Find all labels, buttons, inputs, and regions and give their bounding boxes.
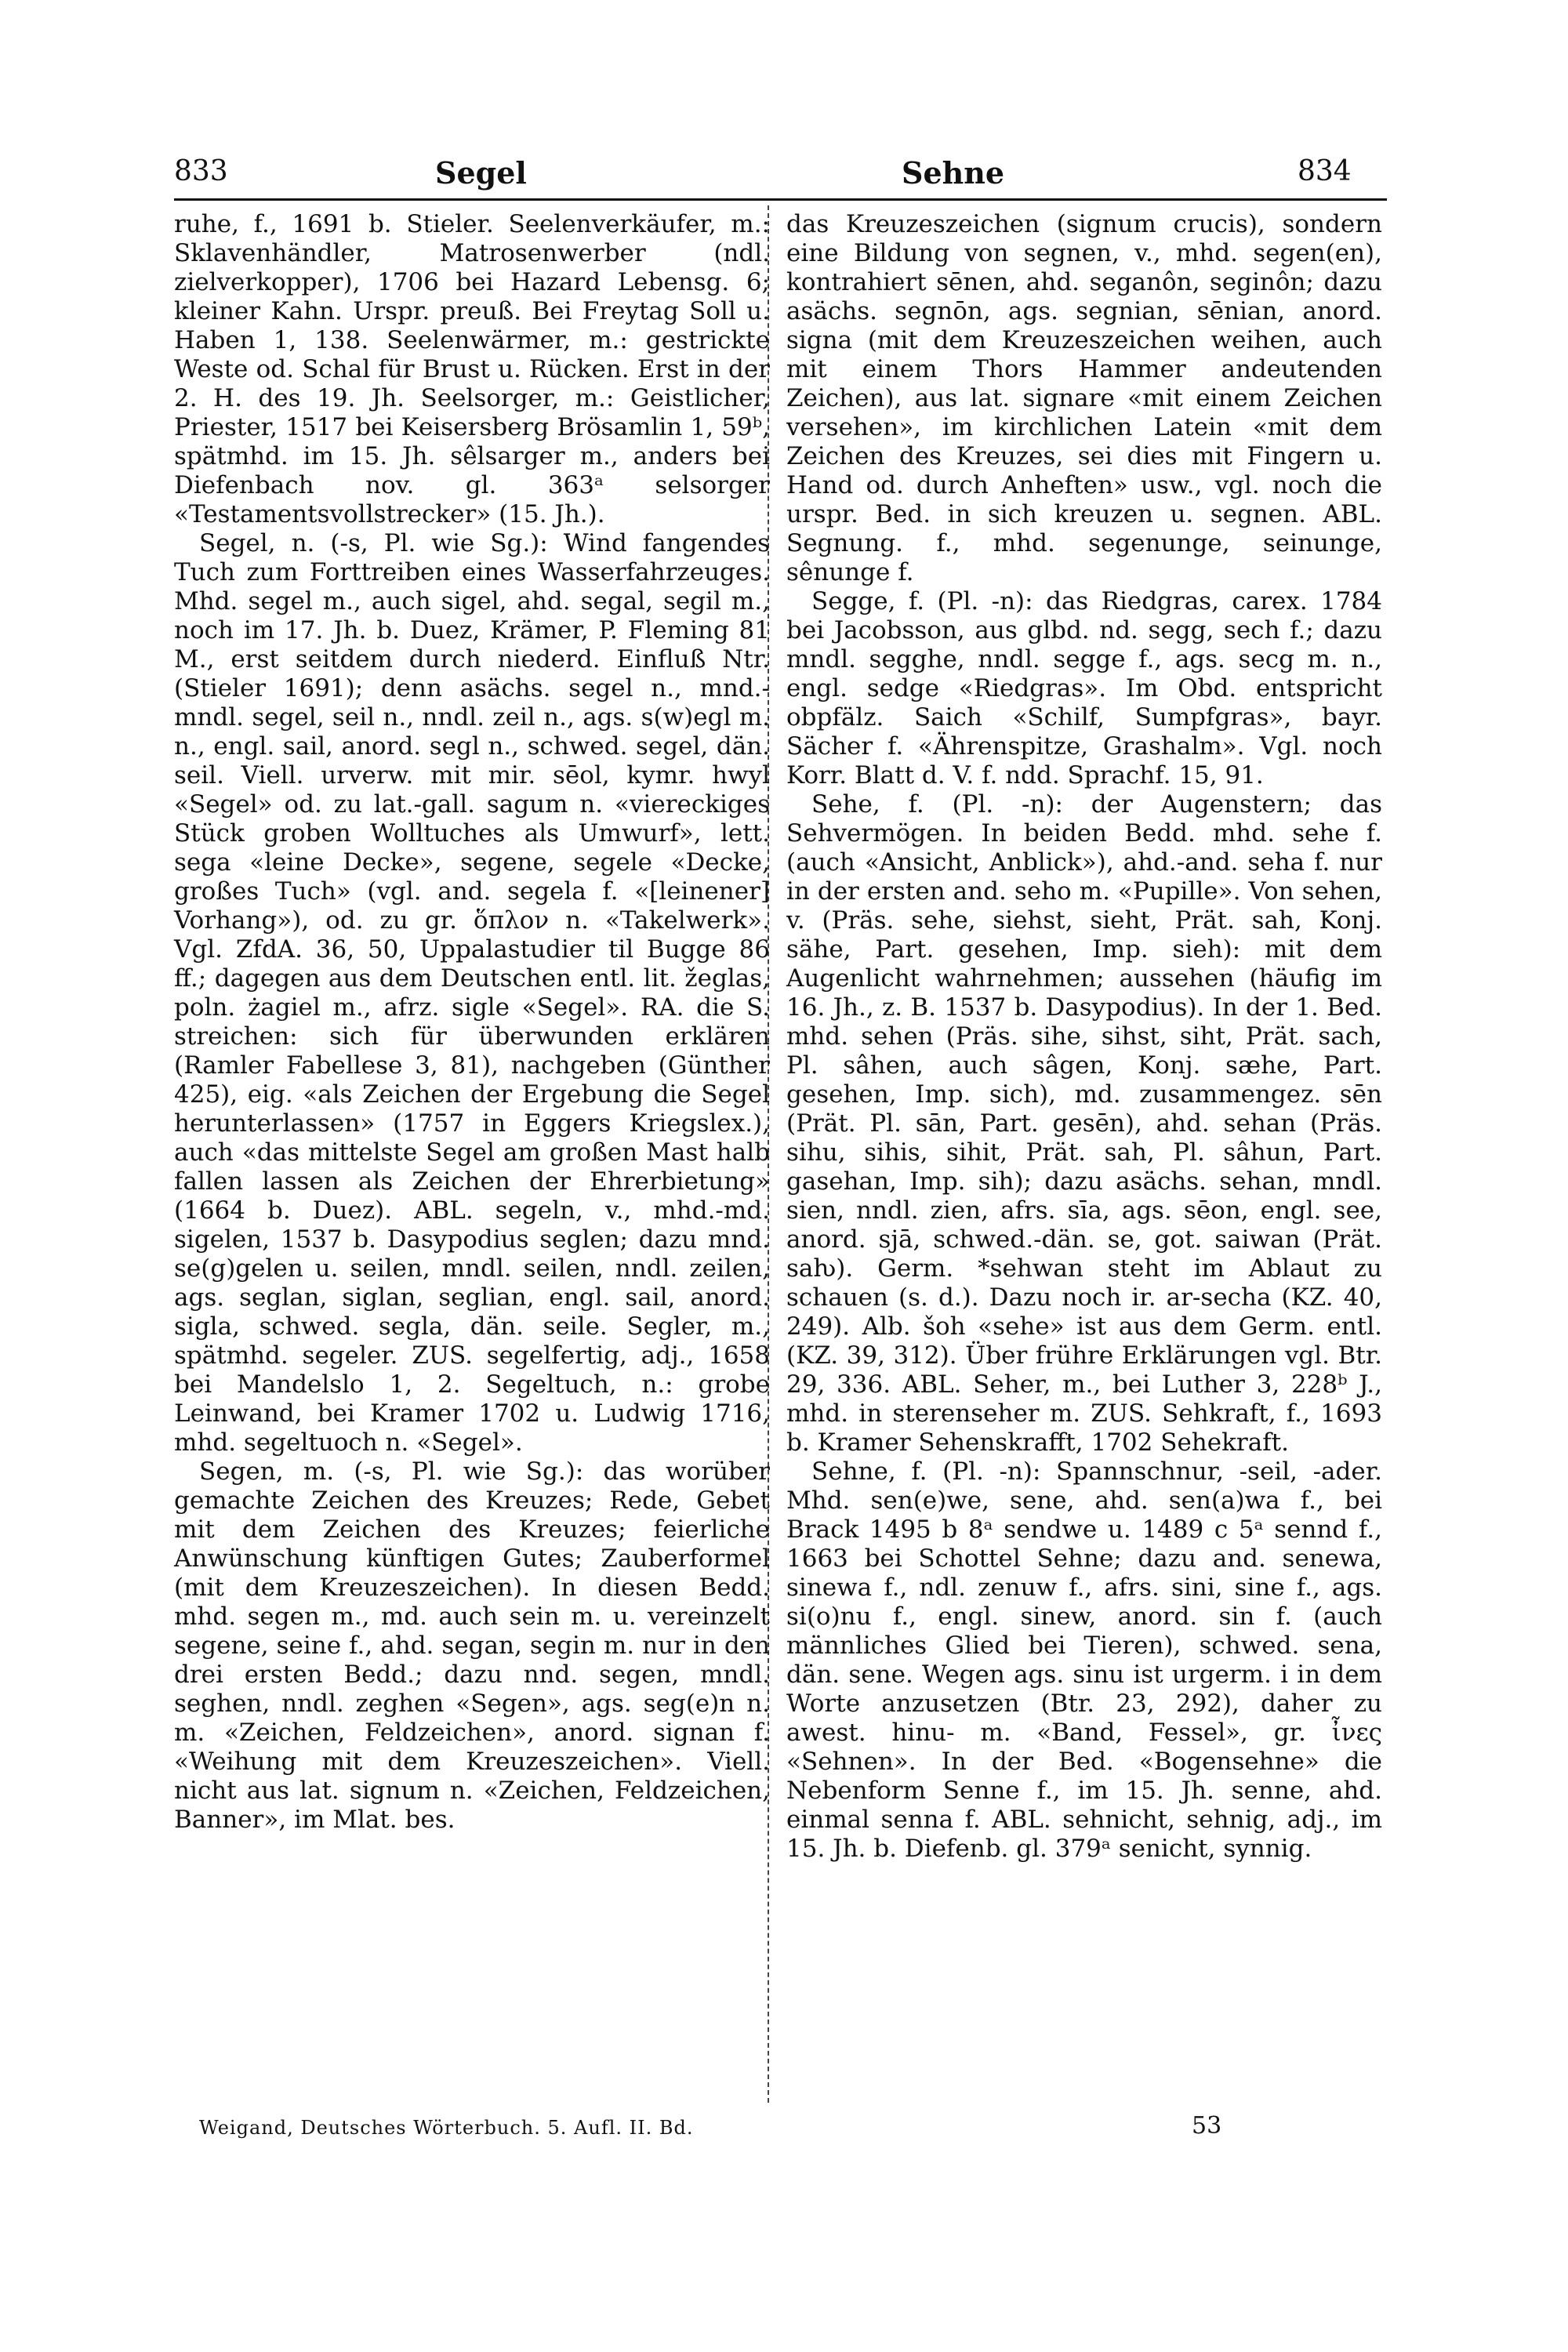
entry-segen-continuation: das Kreuzeszeichen (signum crucis), sondern eine Bildung von segnen, v., mhd. segen(en), kontrahiert sēnen, ahd. seganôn, seginôn; dazu asächs. segnōn, ags. segnian, sēnian, anord. signa (mit dem Kreuzeszeichen weihen, auch mit einem Thors Hammer andeutenden Zeichen), aus lat. signare «mit einem Zeichen versehen», im kirchlichen Latein «mit dem Zeichen des Kreuzes, sei dies mit Fingern u. Hand od. durch Anheften» usw., vgl. noch die urspr. Bed. in sich kreuzen u. segnen. ABL. Segnung. f., mhd. segenunge, seinunge, sênunge f. bbox=[786, 210, 1382, 586]
running-head-right: Sehne bbox=[902, 155, 1005, 191]
page-number-right: 834 bbox=[1298, 155, 1352, 187]
header-rule bbox=[174, 198, 1387, 201]
entry-sehe: Sehe, f. (Pl. -n): der Augenstern; das Sehvermögen. In beiden Bedd. mhd. sehe f. (auch «Ansicht, Anblick»), ahd.-and. seha f. nur in der ersten and. seho m. «Pupille». Von sehen, v. (Präs. sehe, siehst, sieht, Prät. sah, Konj. sähe, Part. gesehen, Imp. sieh): mit dem Augenlicht wahrnehmen; aussehen (häufig im 16. Jh., z. B. 1537 b. Dasypodius). In der 1. Bed. mhd. sehen (Präs. sihe, sihst, siht, Prät. sach, Pl. sâhen, auch sâgen, Konj. sæhe, Part. gesehen, Imp. sich), md. zusammengez. sēn (Prät. Pl. sān, Part. gesēn), ahd. sehan (Präs. sihu, sihis, sihit, Prät. sah, Pl. sâhun, Part. gasehan, Imp. sih); dazu asächs. sehan, mndl. sien, nndl. zien, afrs. sīa, ags. sēon, engl. see, anord. sjā, schwed.-dän. se, got. saiwan (Prät. saƕ). Germ. *sehwan steht im Ablaut zu schauen (s. d.). Dazu noch ir. ar-secha (KZ. 40, 249). Alb. šoh «sehe» ist aus dem Germ. entl. (KZ. 39, 312). Über frühre Erklärungen vgl. Btr. 29, 336. ABL. Seher, m., bei Luther 3, 228ᵇ J., mhd. in sterenseher m. ZUS. Sehkraft, f., 1693 b. Kramer Sehenskrafft, 1702 Sehekraft. bbox=[786, 790, 1382, 1457]
entry-seelenverkaeufer-continuation: ruhe, f., 1691 b. Stieler. Seelenverkäufer, m.: Sklavenhändler, Matrosenwerber (ndl. zielverkopper), 1706 bei Hazard Lebensg. 6; kleiner Kahn. Urspr. preuß. Bei Freytag Soll u. Haben 1, 138. Seelenwärmer, m.: gestrickte Weste od. Schal für Brust u. Rücken. Erst in der 2. H. des 19. Jh. Seelsorger, m.: Geistlicher, Priester, 1517 bei Keisersberg Brösamlin 1, 59ᵇ, spätmhd. im 15. Jh. sêlsarger m., anders bei Diefenbach nov. gl. 363ᵃ selsorger «Testamentsvollstrecker» (15. Jh.). bbox=[174, 210, 770, 528]
running-head-left: Segel bbox=[435, 155, 527, 191]
entry-sehne: Sehne, f. (Pl. -n): Spannschnur, -seil, -ader. Mhd. sen(e)we, sene, ahd. sen(a)wa f., bei Brack 1495 b 8ᵃ sendwe u. 1489 c 5ᵃ sennd f., 1663 bei Schottel Sehne; dazu and. senewa, sinewa f., ndl. zenuw f., afrs. sini, sine f., ags. si(o)nu f., engl. sinew, anord. sin f. (auch männliches Glied bei Tieren), schwed. sena, dän. sene. Wegen ags. sinu ist urgerm. i in dem Worte anzusetzen (Btr. 23, 292), daher zu awest. hinu- m. «Band, Fessel», gr. ἶνες «Sehnen». In der Bed. «Bogensehne» die Nebenform Senne f., im 15. Jh. senne, ahd. einmal senna f. ABL. sehnicht, sehnig, adj., im 15. Jh. b. Diefenb. gl. 379ᵃ senicht, synnig. bbox=[786, 1457, 1382, 1863]
signature-mark: 53 bbox=[1192, 2112, 1222, 2140]
left-column bbox=[174, 210, 770, 1835]
entry-segen: Segen, m. (-s, Pl. wie Sg.): das worüber gemachte Zeichen des Kreuzes; Rede, Gebet mit dem Zeichen des Kreuzes; feierliche Anwünschung künftigen Gutes; Zauberformel (mit dem Kreuzeszeichen). In diesen Bedd. mhd. segen m., md. auch sein m. u. vereinzelt segene, seine f., ahd. segan, segin m. nur in den drei ersten Bedd.; dazu nnd. segen, mndl. seghen, nndl. zeghen «Segen», ags. seg(e)n n. m. «Zeichen, Feldzeichen», anord. signan f. «Weihung mit dem Kreuzeszeichen». Viell. nicht aus lat. signum n. «Zeichen, Feldzeichen, Banner», im Mlat. bes. bbox=[174, 1457, 770, 1834]
entry-segel: Segel, n. (-s, Pl. wie Sg.): Wind fangendes Tuch zum Forttreiben eines Wasserfahrzeuges. Mhd. segel m., auch sigel, ahd. segal, segil m., noch im 17. Jh. b. Duez, Krämer, P. Fleming 81 M., erst seitdem durch niederd. Einfluß Ntr. (Stieler 1691); denn asächs. segel n., mnd.-mndl. segel, seil n., nndl. zeil n., ags. s(w)egl m. n., engl. sail, anord. segl n., schwed. segel, dän. seil. Viell. urverw. mit mir. sēol, kymr. hwyl «Segel» od. zu lat.-gall. sagum n. «viereckiges Stück groben Wolltuches als Umwurf», lett. sega «leine Decke», segene, segele «Decke, großes Tuch» (vgl. and. segela f. «[leinener] Vorhang»), od. zu gr. ὅπλον n. «Takelwerk». Vgl. ZfdA. 36, 50, Uppalastudier til Bugge 86 ff.; dagegen aus dem Deutschen entl. lit. žeglas, poln. żagiel m., afrz. sigle «Segel». RA. die S. streichen: sich für überwunden erklären (Ramler Fabellese 3, 81), nachgeben (Günther 425), eig. «als Zeichen der Ergebung die Segel herunterlassen» (1757 in Eggers Kriegslex.), auch «das mittelste Segel am großen Mast halb fallen lassen als Zeichen der Ehrerbietung» (1664 b. Duez). ABL. segeln, v., mhd.-md. sigelen, 1537 b. Dasypodius seglen; dazu mnd. se(g)gelen u. seilen, mndl. seilen, nndl. zeilen, ags. seglan, siglan, seglian, engl. sail, anord. sigla, schwed. segla, dän. seile. Segler, m., spätmhd. segeler. ZUS. segelfertig, adj., 1658 bei Mandelslo 1, 2. Segeltuch, n.: grobe Leinwand, bei Kramer 1702 u. Ludwig 1716, mhd. segeltuoch n. «Segel». bbox=[174, 529, 770, 1457]
footer-publication-line: Weigand, Deutsches Wörterbuch. 5. Aufl. II. Bd. bbox=[199, 2117, 694, 2139]
entry-segge: Segge, f. (Pl. -n): das Riedgras, carex. 1784 bei Jacobsson, aus glbd. nd. segg, sech f.; dazu mndl. segghe, nndl. segge f., ags. secg m. n., engl. sedge «Riedgras». Im Obd. entspricht obpfälz. Saich «Schilf, Sumpfgras», bayr. Sächer f. «Ährenspitze, Grashalm». Vgl. noch Korr. Blatt d. V. f. ndd. Sprachf. 15, 91. bbox=[786, 587, 1382, 789]
page-number-left: 833 bbox=[174, 155, 228, 187]
right-column bbox=[786, 210, 1382, 1864]
